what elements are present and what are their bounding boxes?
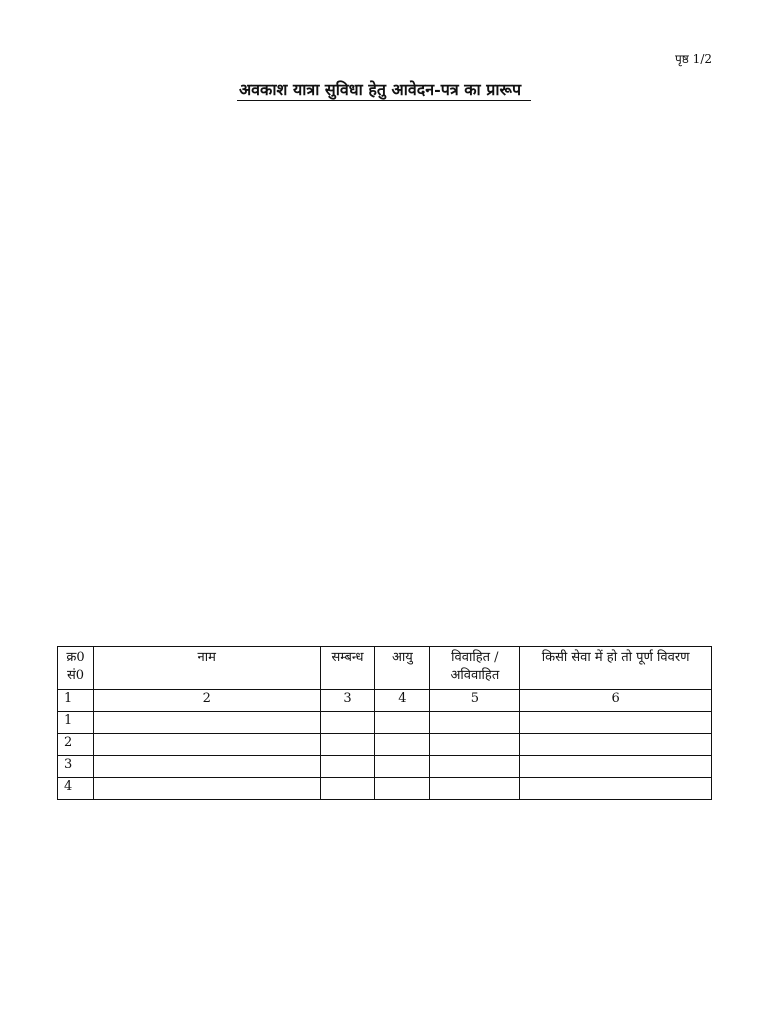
family-members-table [57,646,712,800]
page-number: पृष्ठ 1/2 [674,52,712,66]
cell-relation [320,778,375,800]
row-serial: 1 [58,712,94,734]
column-number: 3 [320,690,375,712]
table-row [58,778,712,800]
column-number: 5 [430,690,520,712]
form-title [0,78,768,100]
cell-name [93,756,320,778]
cell-marital [430,734,520,756]
cell-age [375,756,430,778]
cell-service [520,756,712,778]
table-row [58,756,712,778]
column-number: 2 [93,690,320,712]
row-serial: 4 [58,778,94,800]
cell-age [375,778,430,800]
table-header-row [58,647,712,690]
header-serial-number: क्र0 सं0 [58,647,94,690]
header-marital-status: विवाहित / अविवाहित [430,647,520,690]
cell-relation [320,712,375,734]
header-service-details: किसी सेवा में हो तो पूर्ण विवरण [520,647,712,690]
header-name: नाम [93,647,320,690]
cell-name [93,712,320,734]
cell-name [93,734,320,756]
table-row [58,734,712,756]
cell-marital [430,778,520,800]
cell-service [520,734,712,756]
cell-relation [320,734,375,756]
header-relation: सम्बन्ध [320,647,375,690]
cell-name [93,778,320,800]
cell-age [375,734,430,756]
cell-relation [320,756,375,778]
cell-service [520,712,712,734]
header-age: आयु [375,647,430,690]
cell-service [520,778,712,800]
form-title-text: अवकाश यात्रा सुविधा हेतु आवेदन-पत्र का प्रारूप [237,80,531,101]
row-serial: 3 [58,756,94,778]
column-number: 1 [58,690,94,712]
cell-marital [430,756,520,778]
cell-age [375,712,430,734]
row-serial: 2 [58,734,94,756]
cell-marital [430,712,520,734]
column-number-row [58,690,712,712]
table-row [58,712,712,734]
column-number: 4 [375,690,430,712]
column-number: 6 [520,690,712,712]
